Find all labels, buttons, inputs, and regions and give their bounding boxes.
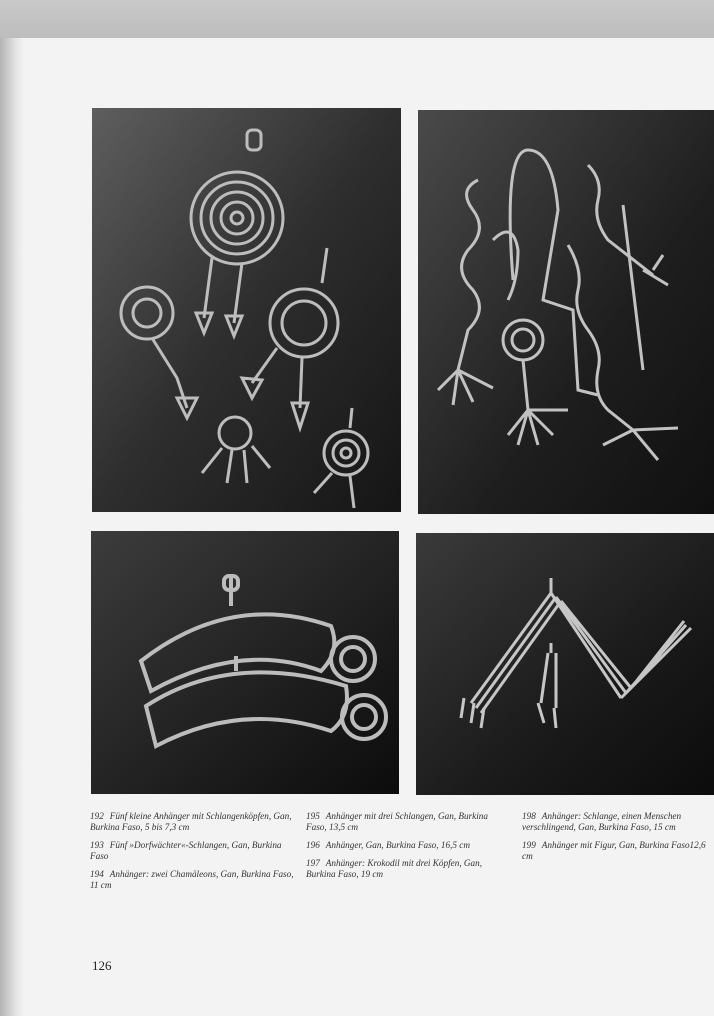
caption-column-2 <box>306 811 501 887</box>
caption-192: 192 Fünf kleine Anhänger mit Schlangenköpfen, Gan, Burkina Faso, 5 bis 7,3 cm <box>90 811 292 832</box>
page-number: 126 <box>92 958 112 973</box>
photo-five-small-pendants <box>92 108 401 512</box>
caption-193: 193 Fünf »Dorfwächter«-Schlangen, Gan, Burkina Faso <box>90 840 282 861</box>
caption-198: 198 Anhänger: Schlange, einen Menschen verschlingend, Gan, Burkina Faso, 15 cm <box>522 811 682 832</box>
scanner-edge <box>0 0 714 38</box>
photo-two-chameleons <box>91 531 399 794</box>
caption-197: 197 Anhänger: Krokodil mit drei Köpfen, Gan, Burkina Faso, 19 cm <box>306 858 483 879</box>
captions-block <box>90 811 714 921</box>
page-binding-shadow <box>0 38 24 1016</box>
caption-199: 199 Anhänger mit Figur, Gan, Burkina Faso12,6 cm <box>522 840 706 861</box>
book-page <box>0 38 714 1016</box>
caption-195: 195 Anhänger mit drei Schlangen, Gan, Burkina Faso, 13,5 cm <box>306 811 488 832</box>
caption-column-1 <box>90 811 295 898</box>
caption-column-3 <box>522 811 712 869</box>
caption-196: 196 Anhänger, Gan, Burkina Faso, 16,5 cm <box>306 840 470 850</box>
photo-guardian-snakes <box>418 110 714 514</box>
photo-zigzag-pendant <box>416 533 714 795</box>
caption-194: 194 Anhänger: zwei Chamäleons, Gan, Burkina Faso, 11 cm <box>90 869 294 890</box>
